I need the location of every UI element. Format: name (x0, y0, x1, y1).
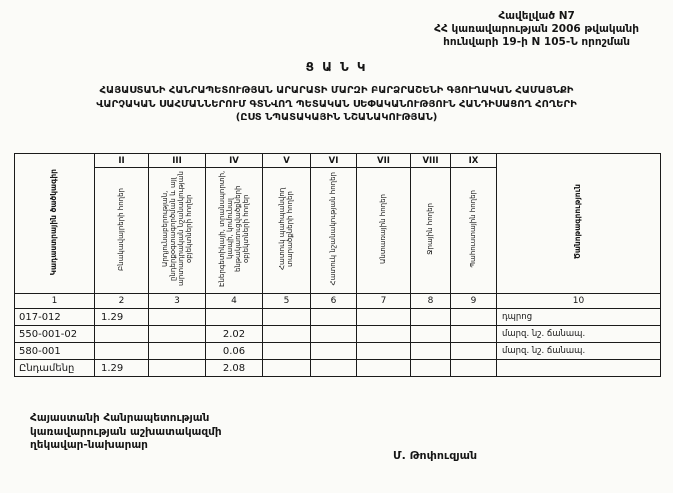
cell (263, 326, 311, 343)
col-num-10: 10 (497, 294, 661, 309)
cell (411, 343, 451, 360)
cell (149, 326, 206, 343)
cell-cadastral-code: 017-012 (15, 309, 95, 326)
roman-iv: IV (206, 154, 263, 168)
col-num-6: 6 (311, 294, 357, 309)
col-header-settlement-lands: Բնակավայրերի հողեր (95, 168, 149, 294)
page-title: Ց Ա Ն Կ (305, 60, 368, 74)
cell-cadastral-code: 550-001-02 (15, 326, 95, 343)
cell-note (497, 360, 661, 377)
roman-ix: IX (451, 154, 497, 168)
cell (357, 343, 411, 360)
roman-vii: VII (357, 154, 411, 168)
col-header-water-lands: Ջրային հողեր (411, 168, 451, 294)
cell (263, 309, 311, 326)
col-header-industrial-lands: Արդյունաբերության, ընդերքօգտագործման և այլ արտադրական նշանակության օբյեկտների հողեր (149, 168, 206, 294)
col-header-infrastructure-lands: Էներգետիկայի, տրանսպորտի, կապի, կոմունալ ենթակառուցվածքների օբյեկտների հողեր (206, 168, 263, 294)
title-block (0, 60, 673, 125)
cell (411, 309, 451, 326)
cell (149, 343, 206, 360)
roman-v: V (263, 154, 311, 168)
cell (311, 309, 357, 326)
signature-name: Մ. Թոփուզյան (393, 449, 478, 462)
table-row (15, 326, 661, 343)
title-line3: (ԸՍՏ ՆՊԱՏԱԿԱՅԻՆ ՆՇԱՆԱԿՈՒԹՅԱՆ) (235, 112, 438, 123)
cell (451, 343, 497, 360)
cell (311, 343, 357, 360)
decree-reference (434, 10, 639, 49)
col-header-cadastral-code (15, 154, 95, 294)
issuer-block (30, 412, 222, 453)
cell (149, 360, 206, 377)
cell-note: մարզ. նշ. ճանապ. (497, 326, 661, 343)
cell (357, 326, 411, 343)
issuer-line2: կառավարության աշխատակազմի (30, 425, 222, 438)
title-line1: ՀԱՅԱՍՏԱՆԻ ՀԱՆՐԱՊԵՏՈՒԹՅԱՆ ԱՐԱՐԱՏԻ ՄԱՐԶԻ ԲԱՐՁՐԱՇԵՆԻ ԳՅՈՒՂԱԿԱՆ ՀԱՄԱՅՆՔԻ (99, 85, 574, 96)
cell (263, 343, 311, 360)
table-row (15, 343, 661, 360)
cell (451, 309, 497, 326)
col-num-2: 2 (95, 294, 149, 309)
cell: 2.02 (206, 326, 263, 343)
title-line2: ՎԱՐՉԱԿԱՆ ՍԱՀՄԱՆՆԵՐՈՒՄ ԳՏՆՎՈՂ ՊԵՏԱԿԱՆ ՍԵՓԱԿԱՆՈՒԹՅՈՒՆ ՀԱՆԴԻՍԱՑՈՂ ՀՈՂԵՐԻ (96, 98, 577, 110)
cell (95, 343, 149, 360)
cell (149, 309, 206, 326)
col-header-cadastral-code-label: Կադաստրային ծածկագիր (49, 168, 59, 276)
col-header-notes-label: Ծանոթագրություն (573, 184, 583, 260)
col-num-7: 7 (357, 294, 411, 309)
cell-cadastral-code: 580-001 (15, 343, 95, 360)
table-row (15, 309, 661, 326)
total-row (15, 360, 661, 377)
col-header-reserve-lands: Պահուստային հողեր (451, 168, 497, 294)
appendix-number: Հավելված N7 (498, 10, 575, 22)
cell (311, 360, 357, 377)
col-num-4: 4 (206, 294, 263, 309)
cell (263, 360, 311, 377)
cell (411, 360, 451, 377)
cell (357, 309, 411, 326)
col-header-protected-lands: Հատուկ պահպանվող տարածքների հողեր (263, 168, 311, 294)
cell: 1.29 (95, 309, 149, 326)
cell (411, 326, 451, 343)
land-table (14, 153, 661, 377)
roman-ii: II (95, 154, 149, 168)
cell: 1.29 (95, 360, 149, 377)
cell: 2.08 (206, 360, 263, 377)
column-number-row (15, 294, 661, 309)
roman-vi: VI (311, 154, 357, 168)
decree-line2: ՀՀ կառավարության 2006 թվականի (434, 23, 639, 36)
col-num-9: 9 (451, 294, 497, 309)
col-num-5: 5 (263, 294, 311, 309)
cell: 0.06 (206, 343, 263, 360)
cell-total-label: Ընդամենը (15, 360, 95, 377)
cell (95, 326, 149, 343)
cell (206, 309, 263, 326)
cell-note: դպրոց (497, 309, 661, 326)
col-num-1: 1 (15, 294, 95, 309)
cell (451, 360, 497, 377)
col-num-8: 8 (411, 294, 451, 309)
col-num-3: 3 (149, 294, 206, 309)
cell (311, 326, 357, 343)
roman-numeral-row (15, 154, 661, 168)
cell (357, 360, 411, 377)
decree-line3: հունվարի 19-ի N 105-Ն որոշման (443, 36, 631, 49)
issuer-line3: ղեկավար-նախարար (30, 439, 148, 452)
roman-viii: VIII (411, 154, 451, 168)
cell (451, 326, 497, 343)
col-header-special-purpose-lands: Հատուկ նշանակության հողեր (311, 168, 357, 294)
col-header-notes (497, 154, 661, 294)
issuer-line1: Հայաստանի Հանրապետության (30, 412, 210, 424)
roman-iii: III (149, 154, 206, 168)
cell-note: մարզ. նշ. ճանապ. (497, 343, 661, 360)
col-header-forest-lands: Անտառային հողեր (357, 168, 411, 294)
